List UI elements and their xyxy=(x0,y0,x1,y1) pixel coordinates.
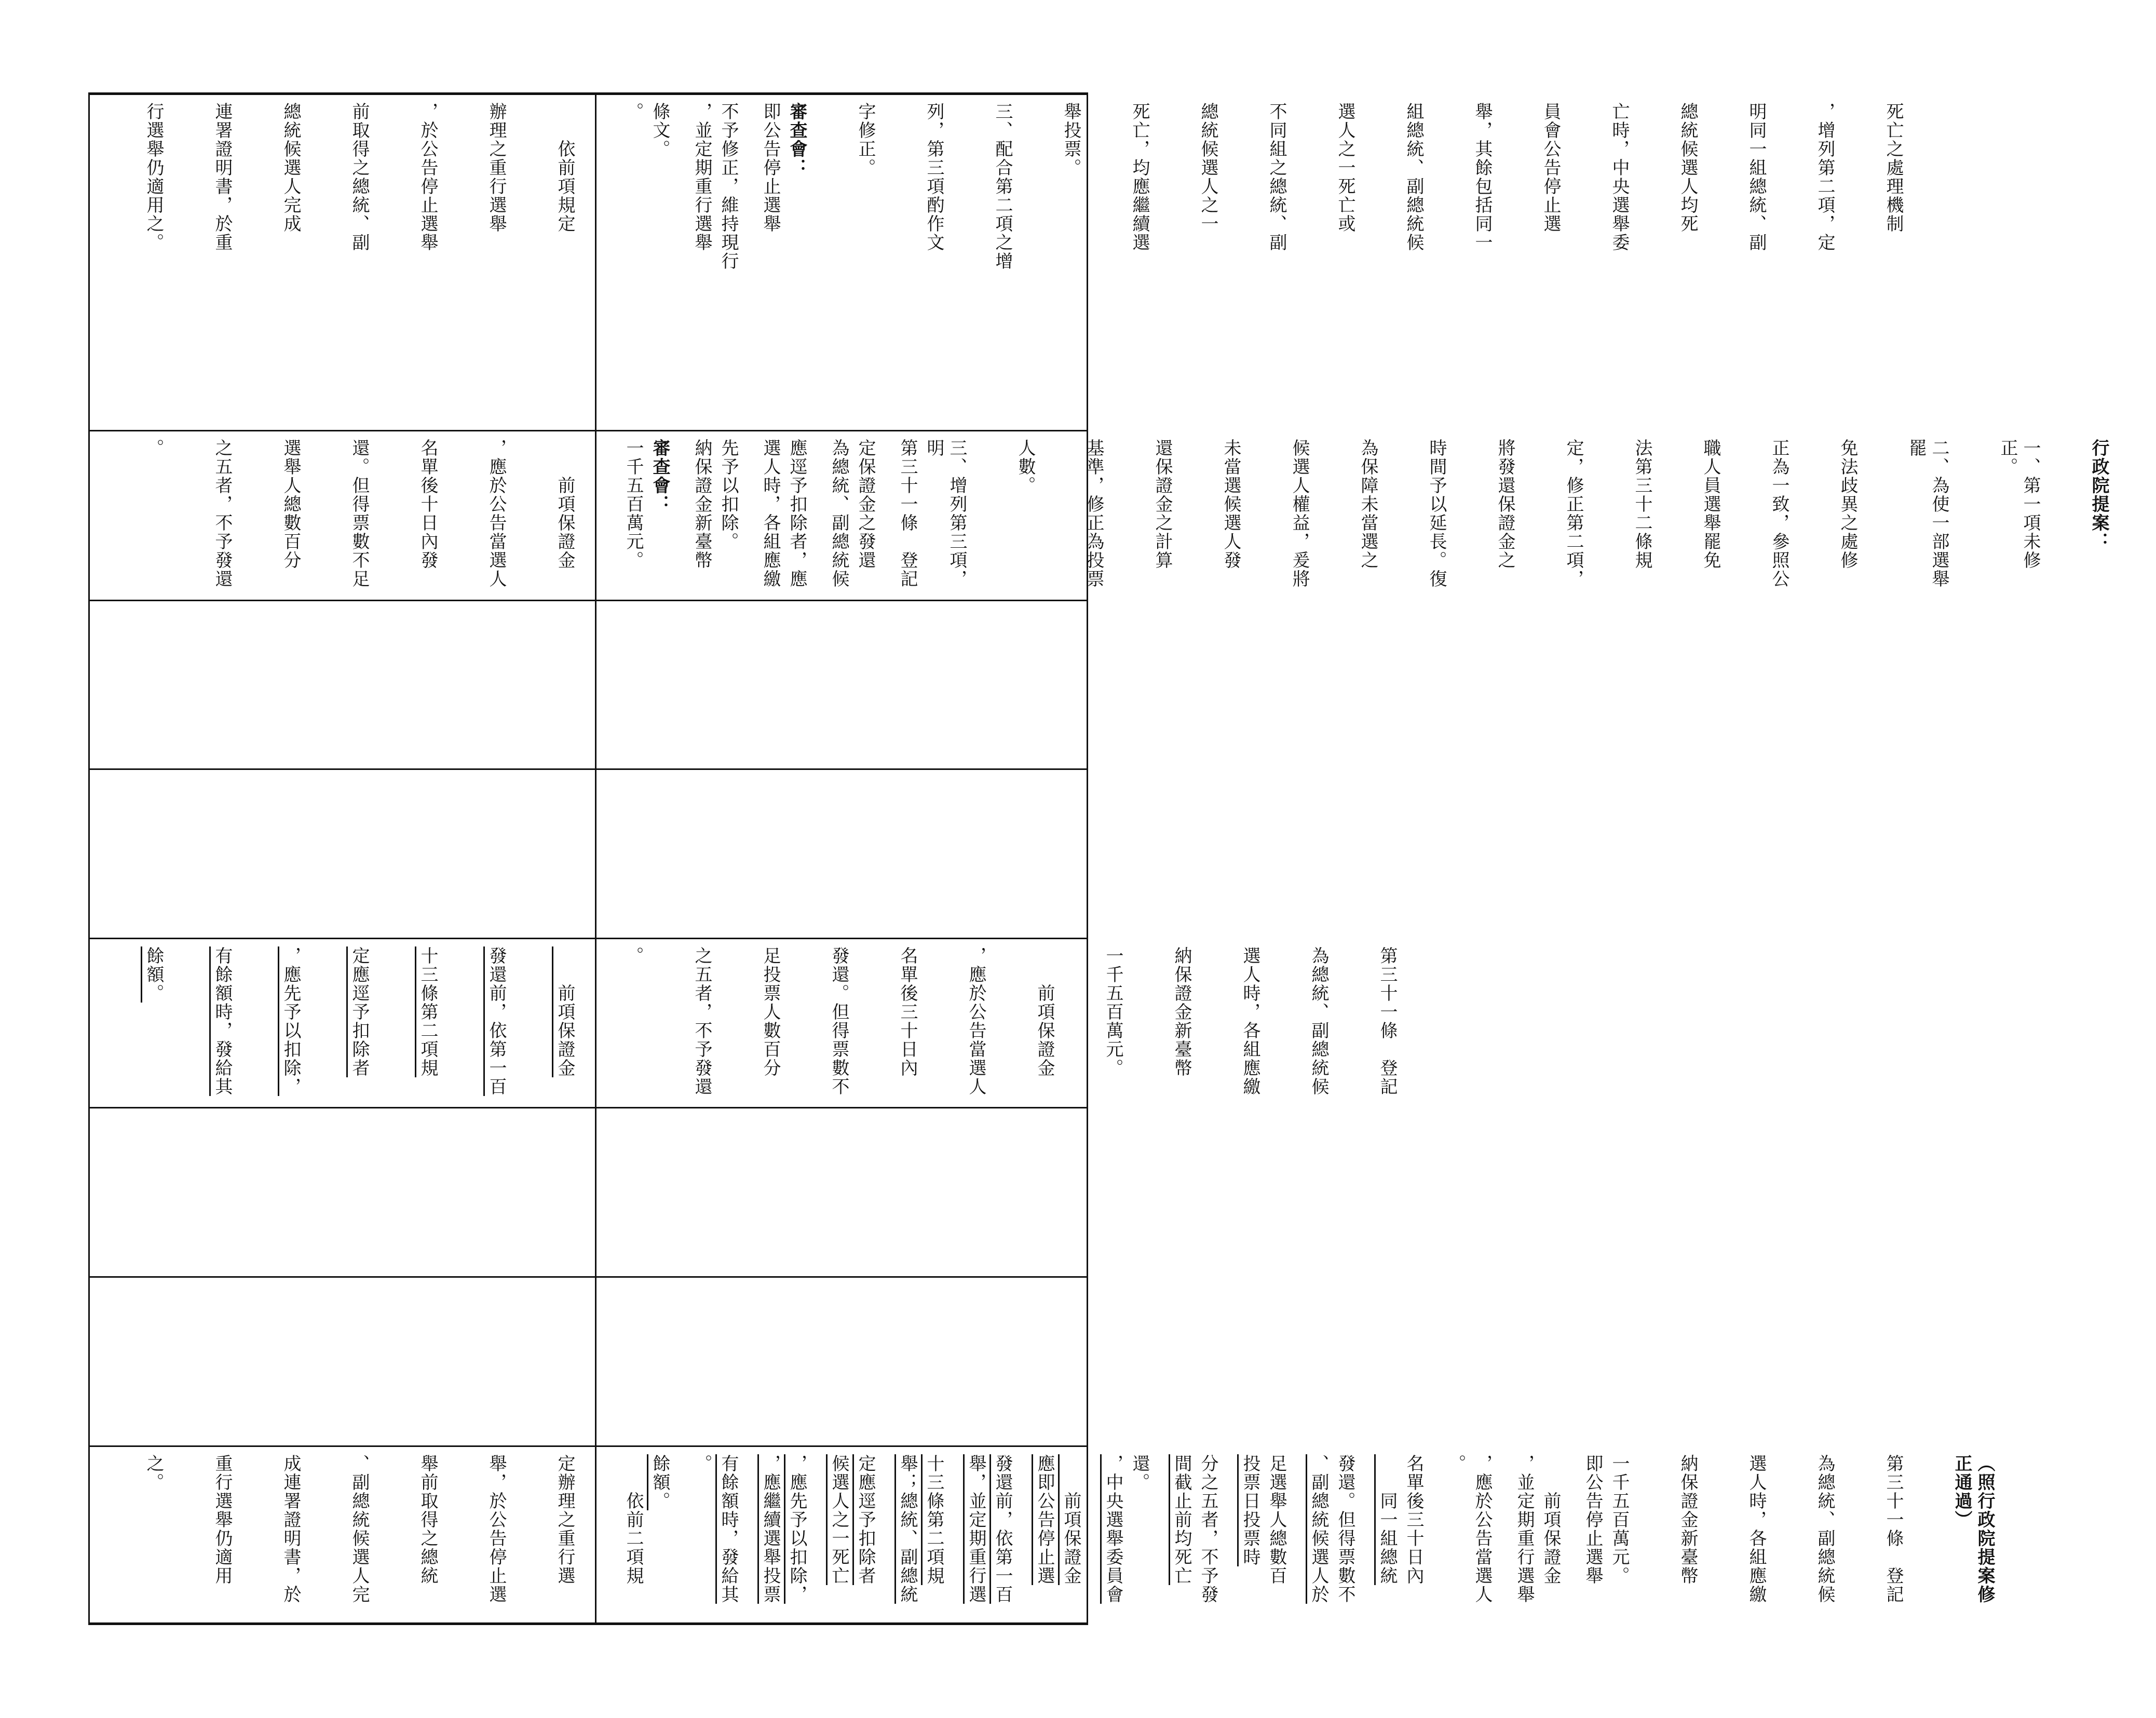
text-line: 選舉人總數百分 xyxy=(280,439,301,570)
text-line: 三、增列第三項，明 xyxy=(924,439,967,588)
amended-text-line: 有餘額時，發給其 xyxy=(212,946,233,1096)
text-line: 。 xyxy=(691,1454,712,1473)
text-line: 舉，於公告停止選 xyxy=(486,1454,507,1604)
left-border xyxy=(88,92,90,1625)
text-line: 員會公告停止選 xyxy=(1540,102,1561,233)
text-line: 連署證明書，於重 xyxy=(212,102,233,252)
review-committee-label: 審查會： xyxy=(787,102,807,177)
amended-text-line: 發還前，依第一百 xyxy=(486,946,507,1096)
text-line: 死亡之處理機制 xyxy=(1883,102,1904,233)
lower-left-continuation xyxy=(91,939,1398,1445)
text-line: 正為一致，參照公 xyxy=(1769,439,1789,588)
text-line: 辦理之重行選舉 xyxy=(486,102,507,233)
amended-text-line: 同一組總統 xyxy=(1377,1454,1398,1585)
text-line: 。 xyxy=(1445,1454,1466,1473)
amended-text-line: 餘額。 xyxy=(143,946,164,1003)
text-line: 一千五百萬元。 xyxy=(1609,1454,1630,1585)
text-line: 成連署證明書，於 xyxy=(280,1454,301,1604)
text-line: 基準，修正為投票 xyxy=(1083,439,1104,588)
text-line: 之。 xyxy=(143,1454,164,1492)
amended-text-line: 投票日投票時 xyxy=(1240,1454,1260,1566)
text-line: 選人之一死亡或 xyxy=(1335,102,1355,233)
text-line: 先予以扣除。 xyxy=(718,439,739,551)
amended-text-line: 餘額。 xyxy=(649,1454,670,1510)
empty-cell xyxy=(91,770,592,938)
resolution-header: （照行政院提案修正通過） xyxy=(1951,1454,1995,1604)
text-line: ，並定期重行選舉 xyxy=(691,102,712,252)
text-line: 舉投票。 xyxy=(1061,102,1081,177)
text-line: 之五者，不予發還 xyxy=(691,946,712,1096)
text-line: 。 xyxy=(623,946,644,965)
amended-text-line: 、副總統候選人於 xyxy=(1308,1454,1329,1604)
empty-cell xyxy=(598,939,1086,1445)
empty-cell xyxy=(91,601,592,768)
text-line: ，於公告停止選舉 xyxy=(417,102,438,252)
row2-right-cell xyxy=(598,431,2109,600)
text-line: 二、為使一部選舉罷 xyxy=(1906,439,1949,588)
text-line: 依前項規定 xyxy=(554,102,575,233)
text-line: 前項保證金 xyxy=(1540,1454,1561,1585)
text-line: 依前二項規 xyxy=(623,1454,644,1585)
amended-text-line: 應即公告停止選 xyxy=(1034,1454,1055,1585)
text-line: 前項保證金 xyxy=(554,439,575,570)
text-line: 為總統、副總統候 xyxy=(829,439,849,588)
text-line: 定保證金之發還 xyxy=(855,439,876,570)
text-line: 即公告停止選舉 xyxy=(1582,1454,1603,1585)
text-line: 第三十一條 登記 xyxy=(897,439,918,588)
amended-text-line: 前項保證金 xyxy=(554,946,575,1077)
text-line: 舉前取得之總統 xyxy=(417,1454,438,1585)
text-line: 足投票人數百分 xyxy=(760,946,781,1077)
bottom-right-text xyxy=(603,1454,2042,1615)
text-line: 人數。 xyxy=(1015,439,1036,495)
text-line: 納保證金新臺幣 xyxy=(1677,1454,1698,1585)
text-line: 死亡，均應繼續選 xyxy=(1129,102,1150,252)
text-line: 選人時，各組應繳 xyxy=(760,439,781,588)
text-line: 、副總統候選人完 xyxy=(349,1454,370,1604)
text-line: 亡時，中央選舉委 xyxy=(1609,102,1630,252)
text-line: ，應於公告當選人 xyxy=(966,946,986,1096)
text-line: 一、第一項未修正。 xyxy=(1997,439,2041,570)
amended-text-line: 定應逕予扣除者 xyxy=(349,946,370,1077)
text-line: 總統候選人之一 xyxy=(1198,102,1218,233)
text-line: 足選舉人總數百 xyxy=(1266,1454,1287,1585)
amended-text-line: ，應先予以扣除， xyxy=(787,1454,807,1604)
text-line: 發還。但得票數不 xyxy=(829,946,849,1096)
text-line: 還保證金之計算 xyxy=(1152,439,1173,570)
row1-right-cell xyxy=(598,95,1904,430)
amended-text-line: ，應繼續選舉投票 xyxy=(760,1454,781,1604)
text-line: 為總統、副總統候 xyxy=(1814,1454,1835,1604)
text-line: 重行選舉仍適用 xyxy=(212,1454,233,1585)
text-line: 候選人權益，爰將 xyxy=(1289,439,1310,588)
text-line: 應逕予扣除者，應 xyxy=(787,439,807,588)
text-line: ，增列第二項，定 xyxy=(1814,102,1835,252)
text-line: 第三十一條 登記 xyxy=(1883,1454,1904,1604)
text-line: 前取得之總統、副 xyxy=(349,102,370,252)
empty-cell xyxy=(598,770,1086,938)
text-line: 總統候選人完成 xyxy=(280,102,301,233)
amended-text-line: 定應逕予扣除者 xyxy=(855,1454,876,1585)
text-line: 。 xyxy=(143,439,164,457)
text-line: 名單後三十日內 xyxy=(897,946,918,1077)
amended-text-line: 前項保證金 xyxy=(1061,1454,1081,1585)
text-line: 即公告停止選舉 xyxy=(760,102,781,233)
text-line: 字修正。 xyxy=(855,102,876,177)
text-line: 前項保證金 xyxy=(1034,946,1055,1077)
amended-text-line: 發還前，依第一百 xyxy=(992,1454,1013,1604)
bottom-border xyxy=(88,1622,1088,1625)
text-line: 條文。 xyxy=(649,102,670,158)
text-line: 三、配合第二項之增 xyxy=(992,102,1013,270)
text-line: 總統候選人均死 xyxy=(1677,102,1698,233)
text-line: 分之五者，不予發 xyxy=(1198,1454,1218,1604)
amended-text-line: 舉；總統、副總統 xyxy=(897,1454,918,1604)
amended-text-line: 十三條第二項規 xyxy=(924,1454,944,1585)
text-line: 列，第三項酌作文 xyxy=(924,102,944,252)
amended-text-line: 十三條第二項規 xyxy=(417,946,438,1077)
executive-yuan-proposal-label: 行政院提案： xyxy=(2089,439,2109,551)
text-line: 之五者，不予發還 xyxy=(212,439,233,588)
text-line: 還。但得票數不足 xyxy=(349,439,370,588)
text-line: 納保證金新臺幣 xyxy=(691,439,712,570)
row1-right-text xyxy=(603,102,1950,423)
text-line: 不予修正，維持現行 xyxy=(718,102,739,270)
text-line: 還。 xyxy=(1129,1454,1150,1492)
text-line: 組總統、副總統候 xyxy=(1403,102,1424,252)
text-line: ，應於公告當選人 xyxy=(486,439,507,588)
text-line: 選人時，各組應繳 xyxy=(1746,1454,1767,1604)
text-line: 行選舉仍適用之。 xyxy=(143,102,164,252)
amended-text-line: 間截止前均死亡 xyxy=(1171,1454,1192,1585)
text-line: 為保障未當選之 xyxy=(1358,439,1378,570)
text-line: 納保證金新臺幣 xyxy=(1171,946,1192,1077)
text-line: 時間予以延長。復 xyxy=(1426,439,1447,588)
amended-text-line: ，應先予以扣除， xyxy=(280,946,301,1096)
text-line: 明同一組總統、副 xyxy=(1746,102,1767,252)
text-line: 舉，其餘包括同一 xyxy=(1472,102,1493,252)
text-line: 。 xyxy=(623,102,644,121)
text-line: 一千五百萬元。 xyxy=(1103,946,1123,1077)
text-line: 名單後十日內發 xyxy=(417,439,438,570)
row2-right-text xyxy=(603,439,2156,592)
text-line: 未當選候選人發 xyxy=(1221,439,1241,570)
amended-text-line: ，中央選舉委員會 xyxy=(1103,1454,1123,1604)
amended-text-line: 舉，並定期重行選 xyxy=(966,1454,986,1604)
text-line: 名單後三十日內 xyxy=(1403,1454,1424,1585)
text-line: 職人員選舉罷免 xyxy=(1700,439,1721,570)
text-line: 免法歧異之處修 xyxy=(1837,439,1858,570)
text-line: 將發還保證金之 xyxy=(1495,439,1515,570)
review-committee-label: 審查會： xyxy=(649,439,670,513)
text-line: 第三十一條 登記 xyxy=(1377,946,1398,1096)
text-line: ，並定期重行選舉 xyxy=(1514,1454,1535,1604)
text-line: 定辦理之重行選 xyxy=(554,1454,575,1585)
amended-text-line: 有餘額時，發給其 xyxy=(718,1454,739,1604)
text-line: 選人時，各組應繳 xyxy=(1240,946,1260,1096)
text-line: 為總統、副總統候 xyxy=(1308,946,1329,1096)
text-line: ，應於公告當選人 xyxy=(1472,1454,1493,1604)
text-line: 一千五百萬元。 xyxy=(623,439,644,570)
amended-text-line: 候選人之一死亡 xyxy=(829,1454,849,1585)
text-line: 發還。但得票數不 xyxy=(1335,1454,1355,1604)
text-line: 定，修正第二項， xyxy=(1563,439,1584,588)
text-line: 不同組之總統、副 xyxy=(1266,102,1287,252)
empty-cell xyxy=(598,601,1086,768)
text-line: 法第三十二條規 xyxy=(1632,439,1652,570)
